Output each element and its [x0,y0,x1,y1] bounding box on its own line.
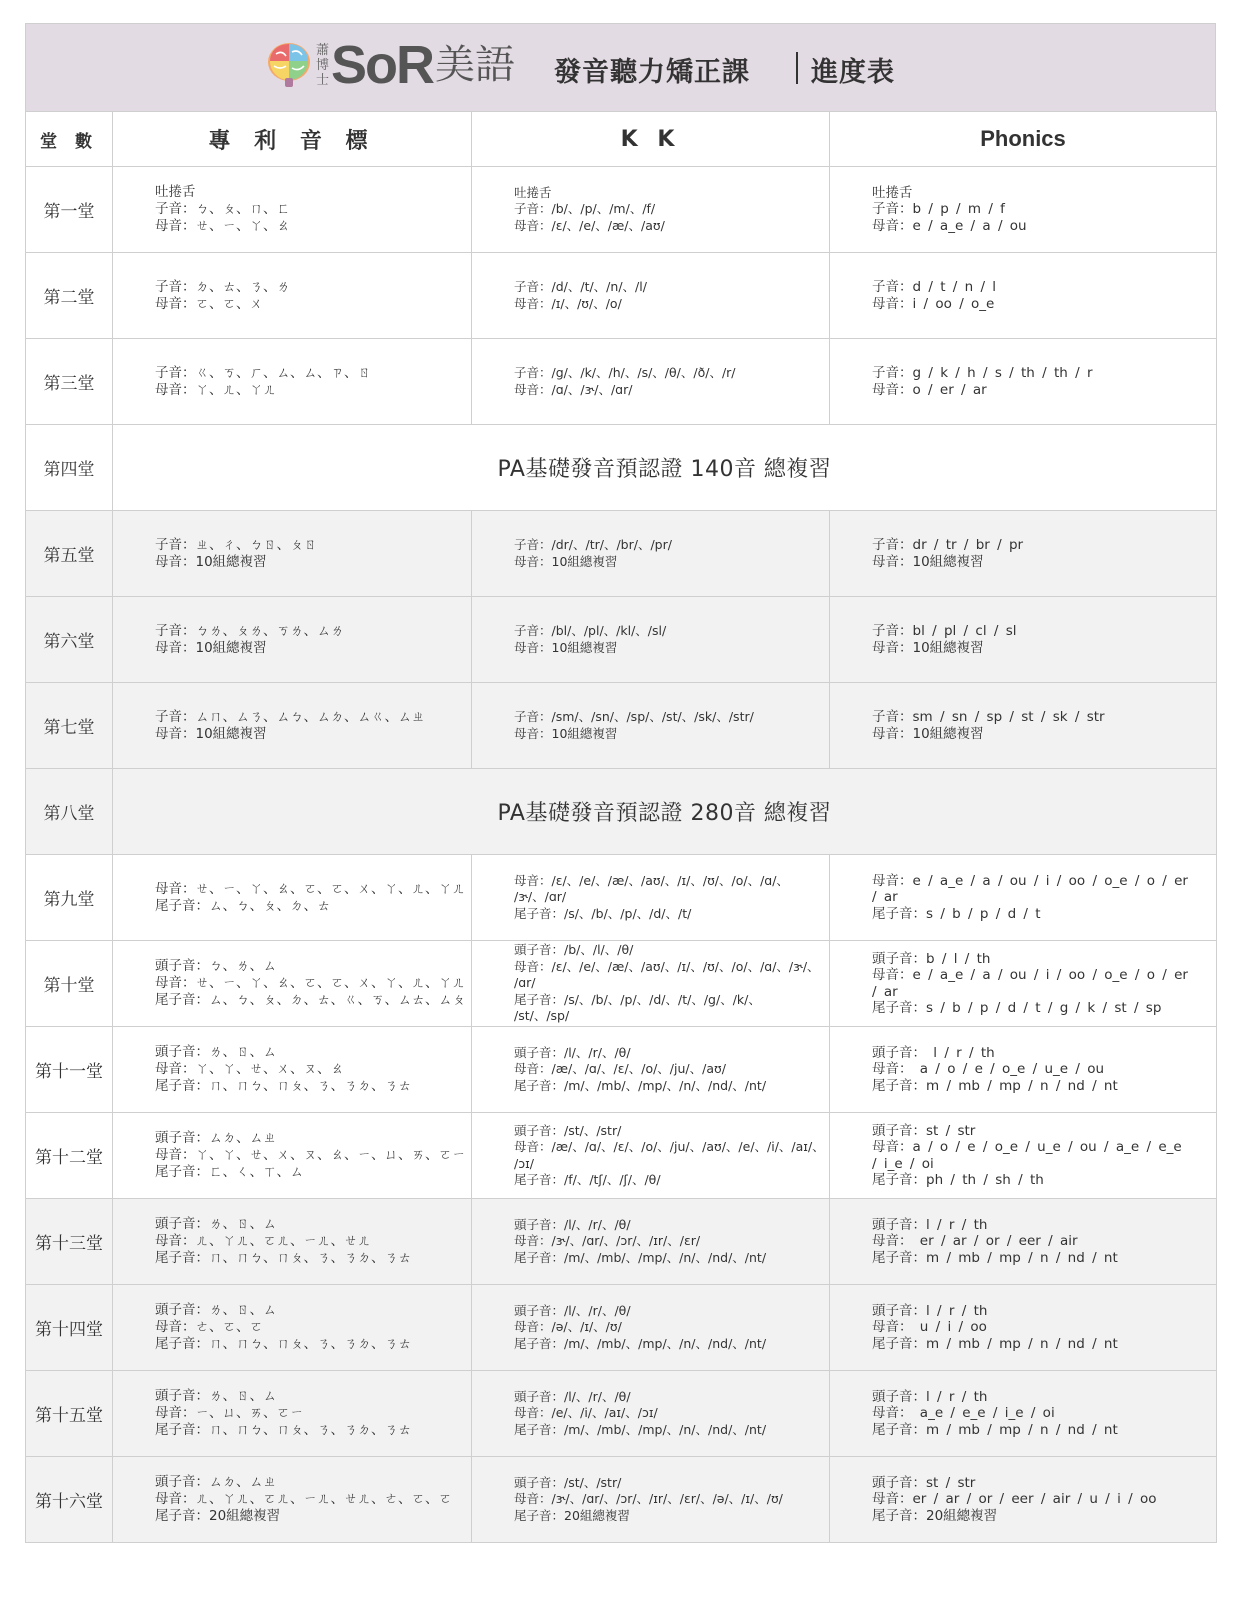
cell-line: 頭子音：/l/、/r/、/θ/ [514,1044,631,1060]
cell-line: 母音：10組總複習 [514,725,618,741]
cell-line: 尾子音：/m/、/mb/、/mp/、/n/、/nd/、/nt/ [514,1335,767,1351]
table-row [26,597,1217,683]
cell-line: 母音：/ɝ/、/ɑr/、/ɔr/、/ɪr/、/ɛr/ [514,1233,701,1249]
cell-line: 尾子音：/m/、/mb/、/mp/、/n/、/nd/、/nt/ [514,1077,767,1093]
cell-line: 尾子音：m / mb / mp / n / nd / nt [872,1335,1118,1352]
cell-line: 尾子音：ㄇ、ㄇㄅ、ㄇㄆ、ㄋ、ㄋㄉ、ㄋㄊ [155,1078,412,1094]
logo [266,36,515,94]
cell-line: 尾子音：ㄙ、ㄅ、ㄆ、ㄉ、ㄊ [155,897,331,914]
cell-line: 母音：ㄝ、ㄧ、ㄚ、ㄠ [155,218,290,234]
cell-line: 母音：10組總複習 [872,725,984,742]
lesson-number: 第十四堂 [26,1285,113,1371]
cell-line: 母音：/ə/、/ɪ/、/ʊ/ [514,1319,622,1335]
cell-line: 尾子音：m / mb / mp / n / nd / nt [872,1421,1118,1438]
cell-line: 尾子音：20組總複習 [514,1507,630,1523]
patent-cell [113,1113,472,1199]
cell-line: 頭子音：ㄌ、ㄖ、ㄙ [155,1302,277,1318]
cell-line: 吐捲舌 [155,184,196,200]
cell-line: 母音：10組總複習 [155,725,267,742]
schedule-sheet [25,23,1216,1543]
table-row [26,167,1217,253]
kk-cell [472,597,830,683]
cell-line: / ar [872,983,898,1000]
cell-line: 頭子音：/l/、/r/、/θ/ [514,1388,631,1404]
table-row [26,1285,1217,1371]
phonics-cell [830,1113,1217,1199]
table-row [26,1027,1217,1113]
cell-line: 頭子音：ㄅ、ㄌ、ㄙ [155,958,277,974]
cell-line: 母音：/ɛ/、/e/、/æ/、/aʊ/、/ɪ/、/ʊ/、/o/、/ɑ/、 [514,872,789,888]
cell-line: 子音：sm / sn / sp / st / sk / str [872,709,1105,725]
patent-cell [113,597,472,683]
cell-line: 母音：e / a_e / a / ou / i / oo / o_e / o / er [872,872,1188,889]
cell-line: 頭子音：ㄌ、ㄖ、ㄙ [155,1216,277,1232]
column-header-patent: 專 利 音 標 [113,112,472,167]
phonics-cell [830,597,1217,683]
cell-line: 子音：ㄅ、ㄆ、ㄇ、ㄈ [155,201,290,217]
cell-line: 頭子音：l / r / th [872,1302,988,1319]
cell-line: 母音：ㄛ、ㄛ、ㄨ [155,295,263,312]
cell-line: 子音：ㄅㄌ、ㄆㄌ、ㄎㄌ、ㄙㄌ [155,622,344,639]
cell-line: 母音：/ɪ/、/ʊ/、/o/ [514,295,622,311]
cell-line: 尾子音：20組總複習 [155,1508,281,1524]
phonics-cell [830,1199,1217,1285]
cell-line: 尾子音：m / mb / mp / n / nd / nt [872,1249,1118,1266]
cell-line: 母音：ㄧ、ㄩ、ㄞ、ㄛㄧ [155,1405,304,1421]
cell-line: 頭子音：/st/、/str/ [514,1474,622,1490]
cell-line: 母音：ㄚ、ㄦ、ㄚㄦ [155,381,277,398]
phonics-cell [830,1371,1217,1457]
cell-line: 母音：ㄦ、ㄚㄦ、ㄛㄦ、ㄧㄦ、ㄝㄦ、ㄜ、ㄛ、ㄛ [155,1491,452,1507]
cell-line: 母音：/æ/、/ɑ/、/ɛ/、/o/、/ju/、/aʊ/ [514,1061,726,1077]
table-row [26,1113,1217,1199]
phonics-cell [830,683,1217,769]
review-cell: PA基礎發音預認證 280音 總複習 [113,769,1217,855]
cell-line: 頭子音：/l/、/r/、/θ/ [514,1216,631,1232]
kk-cell [472,1457,830,1543]
cell-line: 母音： a_e / e_e / i_e / oi [872,1405,1055,1422]
patent-cell [113,339,472,425]
cell-line: 母音：/ɑ/、/ɝ/、/ɑr/ [514,381,633,397]
cell-line: 尾子音：ㄙ、ㄅ、ㄆ、ㄉ、ㄊ、ㄍ、ㄎ、ㄙㄊ、ㄙㄆ [155,992,466,1008]
phonics-cell [830,253,1217,339]
cell-line: 頭子音：st / str [872,1474,976,1491]
cell-line: 頭子音：ㄌ、ㄖ、ㄙ [155,1388,277,1404]
kk-cell [472,1285,830,1371]
table-row [26,1199,1217,1285]
cell-line: 吐捲舌 [872,184,913,201]
kk-cell [472,1027,830,1113]
column-header-phonics: Phonics [830,112,1217,167]
cell-line: 母音：/e/、/i/、/aɪ/、/ɔɪ/ [514,1405,658,1421]
cell-line: 母音：ㄚ、ㄚ、ㄝ、ㄨ、ㄡ、ㄠ、ㄧ、ㄩ、ㄞ、ㄛㄧ [155,1147,466,1163]
cell-line: 母音：/ɝ/、/ɑr/、/ɔr/、/ɪr/、/ɛr/、/ə/、/ɪ/、/ʊ/ [514,1491,783,1507]
kk-cell [472,855,830,941]
lesson-number: 第七堂 [26,683,113,769]
patent-cell [113,167,472,253]
cell-line: 子音：/d/、/t/、/n/、/l/ [514,279,647,294]
phonics-cell [830,339,1217,425]
phonics-cell [830,511,1217,597]
cell-line: 頭子音：st / str [872,1122,976,1139]
logo-meiyu: 美語 [435,42,516,88]
cell-line: 頭子音： l / r / th [872,1044,995,1061]
patent-cell [113,511,472,597]
cell-line: 母音：ㄝ、ㄧ、ㄚ、ㄠ、ㄛ、ㄛ、ㄨ、ㄚ、ㄦ、ㄚㄦ [155,975,466,991]
kk-cell [472,683,830,769]
lesson-number: 第十三堂 [26,1199,113,1285]
cell-line: 母音：e / a_e / a / ou [872,217,1027,234]
cell-line: 母音：10組總複習 [155,639,267,656]
brain-logo-icon [266,40,312,90]
patent-cell [113,1027,472,1113]
lesson-number: 第十一堂 [26,1027,113,1113]
cell-line: 子音：dr / tr / br / pr [872,537,1024,553]
cell-line: /ɑr/ [514,975,536,991]
header-banner [25,23,1216,111]
cell-line: 尾子音：ㄇ、ㄇㄅ、ㄇㄆ、ㄋ、ㄋㄉ、ㄋㄊ [155,1422,412,1438]
cell-line: 子音：/bl/、/pl/、/kl/、/sl/ [514,623,667,638]
table-body [26,167,1217,1543]
cell-line: 子音：ㄍ、ㄎ、ㄏ、ㄙ、ㄙ、ㄗ、ㄖ [155,364,371,381]
lesson-number: 第八堂 [26,769,113,855]
cell-line: 母音：i / oo / o_e [872,295,995,312]
cell-line: 尾子音：ㄇ、ㄇㄅ、ㄇㄆ、ㄋ、ㄋㄉ、ㄋㄊ [155,1250,412,1266]
patent-cell [113,683,472,769]
kk-cell [472,1371,830,1457]
lesson-number: 第二堂 [26,253,113,339]
cell-line: 尾子音：/s/、/b/、/p/、/d/、/t/、/g/、/k/、 [514,991,761,1007]
kk-cell [472,511,830,597]
cell-line: 頭子音：b / l / th [872,950,991,967]
cell-line: 子音：/b/、/p/、/m/、/f/ [514,201,656,217]
table-header-row [26,112,1217,167]
lesson-number: 第九堂 [26,855,113,941]
column-header-lesson: 堂 數 [26,112,113,167]
title-divider [796,52,798,84]
kk-cell [472,253,830,339]
patent-cell [113,253,472,339]
cell-line: 母音：er / ar / or / eer / air / u / i / oo [872,1491,1157,1508]
cell-line: 尾子音：/f/、/tʃ/、/ʃ/、/θ/ [514,1172,661,1187]
patent-cell [113,1457,472,1543]
cell-line: 母音：o / er / ar [872,381,987,398]
cell-line: 母音：/ɛ/、/e/、/æ/、/aʊ/、/ɪ/、/ʊ/、/o/、/ɑ/、/ɝ/、 [514,958,820,974]
cell-line: 母音：ㄝ、ㄧ、ㄚ、ㄠ、ㄛ、ㄛ、ㄨ、ㄚ、ㄦ、ㄚㄦ [155,880,466,897]
progress-label: 進度表 [811,57,895,88]
cell-line: 子音：/sm/、/sn/、/sp/、/st/、/sk/、/str/ [514,709,754,724]
cell-line: 頭子音：/l/、/r/、/θ/ [514,1302,631,1318]
cell-line: 母音：e / a_e / a / ou / i / oo / o_e / o / er [872,967,1188,983]
kk-cell [472,1199,830,1285]
kk-cell [472,167,830,253]
kk-cell [472,339,830,425]
cell-line: 子音：d / t / n / l [872,279,997,295]
lesson-number: 第十二堂 [26,1113,113,1199]
cell-line: 尾子音：s / b / p / d / t [872,905,1041,922]
phonics-cell [830,941,1217,1027]
cell-line: 子音：ㄙㄇ、ㄙㄋ、ㄙㄅ、ㄙㄉ、ㄙㄍ、ㄙㄓ [155,708,425,725]
cell-line: 頭子音：/st/、/str/ [514,1122,622,1138]
table-row [26,1371,1217,1457]
table-row [26,769,1217,855]
patent-cell [113,1285,472,1371]
cell-line: 母音：/ɛ/、/e/、/æ/、/aʊ/ [514,217,665,233]
cell-line: 母音：/æ/、/ɑ/、/ɛ/、/o/、/ju/、/aʊ/、/e/、/i/、/aɪ/、 [514,1139,825,1154]
phonics-cell [830,1285,1217,1371]
table-row [26,425,1217,511]
cell-line: /ɝ/、/ɑr/ [514,889,567,905]
column-header-kk: K K [472,112,830,167]
cell-line: 子音：b / p / m / f [872,201,1005,218]
cell-line: 子音：bl / pl / cl / sl [872,623,1017,639]
cell-line: 子音：ㄉ、ㄊ、ㄋ、ㄌ [155,278,290,295]
cell-line: 頭子音：ㄙㄉ、ㄙㄓ [155,1130,277,1146]
phonics-cell [830,855,1217,941]
table-row [26,941,1217,1027]
cell-line: 吐捲舌 [514,184,552,200]
cell-line: 母音：ㄜ、ㄛ、ㄛ [155,1319,263,1335]
patent-cell [113,941,472,1027]
cell-line: 母音：10組總複習 [872,639,984,656]
lesson-number: 第十五堂 [26,1371,113,1457]
phonics-cell [830,167,1217,253]
patent-cell [113,855,472,941]
phonics-cell [830,1027,1217,1113]
cell-line: 母音：10組總複習 [155,553,267,570]
cell-line: 尾子音：ㄈ、ㄑ、ㄒ、ㄙ [155,1164,304,1180]
table-row [26,253,1217,339]
cell-line: 尾子音：ㄇ、ㄇㄅ、ㄇㄆ、ㄋ、ㄋㄉ、ㄋㄊ [155,1336,412,1352]
cell-line: 尾子音：s / b / p / d / t / g / k / st / sp [872,1000,1162,1016]
schedule-table [25,111,1217,1543]
cell-line: 頭子音：/b/、/l/、/θ/ [514,942,634,958]
table-row [26,1457,1217,1543]
cell-line: 頭子音：ㄙㄉ、ㄙㄓ [155,1474,277,1490]
cell-line: 頭子音：l / r / th [872,1388,988,1405]
cell-line: / i_e / oi [872,1155,934,1172]
cell-line: 尾子音：20組總複習 [872,1507,998,1524]
cell-line: 尾子音：m / mb / mp / n / nd / nt [872,1077,1118,1094]
cell-line: 尾子音：ph / th / sh / th [872,1172,1044,1188]
cell-line: 頭子音：l / r / th [872,1216,988,1233]
lesson-number: 第一堂 [26,167,113,253]
cell-line: 母音： a / o / e / o_e / u_e / ou [872,1061,1105,1078]
cell-line: 頭子音：ㄌ、ㄖ、ㄙ [155,1044,277,1060]
cell-line: 母音：10組總複習 [514,553,618,569]
cell-line: 母音： er / ar / or / eer / air [872,1233,1078,1250]
table-row [26,339,1217,425]
cell-line: 母音： u / i / oo [872,1319,987,1336]
lesson-number: 第五堂 [26,511,113,597]
patent-cell [113,1371,472,1457]
lesson-number: 第十堂 [26,941,113,1027]
course-title: 發音聽力矯正課 [554,57,750,88]
cell-line: 母音：10組總複習 [872,553,984,570]
phonics-cell [830,1457,1217,1543]
cell-line: 子音：ㄓ、ㄔ、ㄅㄖ、ㄆㄖ [155,536,317,553]
lesson-number: 第十六堂 [26,1457,113,1543]
cell-line: /ɔɪ/ [514,1155,534,1171]
cell-line: 子音：g / k / h / s / th / th / r [872,365,1093,381]
review-cell: PA基礎發音預認證 140音 總複習 [113,425,1217,511]
table-row [26,855,1217,941]
cell-line: 尾子音：/m/、/mb/、/mp/、/n/、/nd/、/nt/ [514,1421,767,1437]
lesson-number: 第三堂 [26,339,113,425]
cell-line: 子音：/dr/、/tr/、/br/、/pr/ [514,537,672,552]
cell-line: 母音：a / o / e / o_e / u_e / ou / a_e / e_e [872,1139,1182,1155]
table-row [26,683,1217,769]
cell-line: 母音：10組總複習 [514,639,618,655]
logo-sor: SoR [331,35,434,95]
patent-cell [113,1199,472,1285]
lesson-number: 第四堂 [26,425,113,511]
cell-line: / ar [872,889,898,906]
cell-line: 母音：ㄦ、ㄚㄦ、ㄛㄦ、ㄧㄦ、ㄝㄦ [155,1233,371,1249]
table-row [26,511,1217,597]
kk-cell [472,1113,830,1199]
lesson-number: 第六堂 [26,597,113,683]
kk-cell [472,941,830,1027]
cell-line: 尾子音：/m/、/mb/、/mp/、/n/、/nd/、/nt/ [514,1249,767,1265]
cell-line: /st/、/sp/ [514,1008,570,1024]
cell-line: 尾子音：/s/、/b/、/p/、/d/、/t/ [514,905,692,921]
cell-line: 母音：ㄚ、ㄚ、ㄝ、ㄨ、ㄡ、ㄠ [155,1061,344,1077]
cell-line: 子音：/g/、/k/、/h/、/s/、/θ/、/ð/、/r/ [514,365,736,380]
logo-side-text: 蕭 博 士 [316,42,330,88]
